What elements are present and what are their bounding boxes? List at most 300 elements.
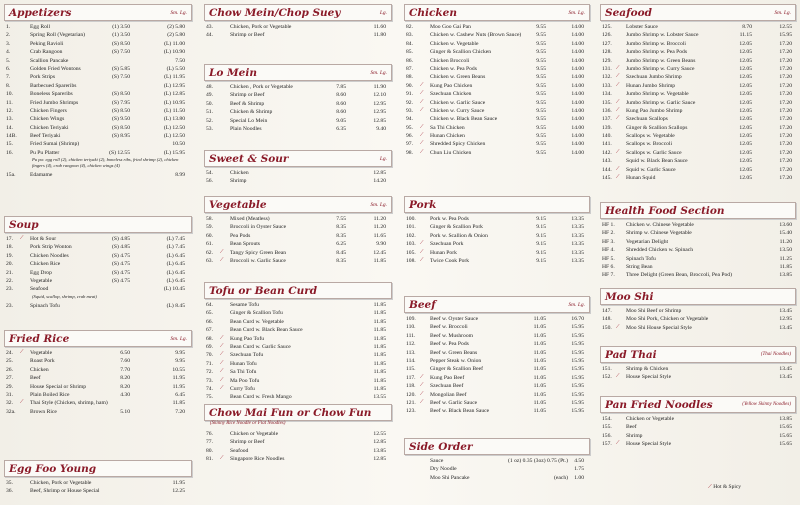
item-number: 131.: [602, 65, 612, 72]
item-name: Scallion Pancake: [30, 57, 69, 64]
item-price-small: 8.45: [336, 249, 346, 256]
hot-spicy-icon: ⟋: [420, 141, 424, 147]
item-number: HF 2.: [602, 230, 615, 237]
section-title: Side Order: [409, 440, 473, 453]
hot-spicy-icon: ⟋: [420, 149, 424, 155]
item-number: 64.: [206, 302, 213, 308]
item-number: 72.: [206, 369, 213, 376]
item-name: Seafood: [30, 286, 49, 293]
item-price-large: 6.45: [175, 391, 185, 398]
hot-spicy-icon: ⟋: [420, 399, 424, 405]
item-name: Shrimp or Beef: [230, 92, 265, 99]
item-price-large: 11.25: [779, 255, 792, 262]
item-number: 43.: [206, 24, 213, 30]
item-price-large: 17.20: [779, 133, 792, 140]
item-price-small: (S) 8.50: [111, 40, 130, 47]
item-price-small: 9.55: [536, 107, 546, 114]
item-number: 31.: [6, 391, 13, 398]
item-number: 108.: [406, 257, 416, 264]
item-price-large: 15.65: [779, 441, 792, 448]
menu-item: [204, 455, 392, 463]
item-price-large: 15.95: [779, 32, 792, 39]
item-price-small: 9.55: [536, 133, 546, 140]
menu-item: [600, 48, 796, 56]
item-name: Sa Thi Tofu: [230, 369, 257, 376]
item-price-large: (L) 11.50: [164, 107, 185, 114]
section-header: [204, 404, 392, 426]
menu-section-side-order: [404, 438, 590, 482]
item-number: 21.: [6, 269, 13, 276]
item-price-large: 13.35: [571, 257, 584, 264]
item-price-large: (L) 12.50: [163, 124, 185, 131]
item-number: 152.: [602, 374, 612, 381]
item-price-large: 9.90: [376, 241, 386, 248]
item-name: Plain Noodles: [230, 125, 262, 132]
item-list: [4, 235, 192, 311]
item-price-small: 9.55: [536, 57, 546, 64]
item-name: Jumbo Shrimp w. Pea Pods: [626, 49, 688, 56]
item-price-large: (L) 7.45: [166, 236, 185, 242]
item-number: 137.: [602, 116, 612, 123]
item-number: 44.: [206, 32, 213, 39]
section-header: [600, 288, 796, 305]
item-price-large: 14.00: [571, 107, 584, 114]
menu-item: [600, 246, 796, 254]
hot-spicy-icon: ⟋: [420, 82, 424, 88]
menu-item: [404, 315, 590, 323]
item-note: (Squid, scallop, shrimp, crab meat): [32, 293, 97, 299]
item-price-small: 6.50: [120, 350, 130, 356]
item-name: Chicken, Pork or Vegetable: [230, 24, 292, 30]
item-number: 141.: [602, 141, 612, 148]
item-number: 88.: [406, 74, 413, 81]
item-name: Moo Shi Pork, Chicken or Vegetable: [626, 316, 709, 323]
item-number: 87.: [406, 65, 413, 72]
hot-spicy-icon: ⟋: [220, 352, 224, 358]
item-number: 140.: [602, 133, 612, 140]
item-name: Crab Rangoon: [30, 49, 63, 56]
item-list: [404, 315, 590, 416]
item-number: 71.: [206, 360, 213, 367]
item-name: Szechuan Jumbo Shrimp: [626, 74, 682, 81]
item-price-large: 11.60: [373, 24, 386, 30]
item-name: Spring Roll (Vegetarian): [30, 32, 85, 39]
menu-item: [4, 82, 192, 90]
item-number: 50.: [206, 100, 213, 107]
item-number: 143.: [602, 158, 612, 165]
item-name: Seafood: [230, 447, 249, 454]
item-price-large: (L) 6.45: [166, 277, 185, 284]
item-number: 84.: [406, 40, 413, 47]
item-number: 93.: [406, 107, 413, 114]
menu-item: [4, 302, 192, 310]
item-price-large: 13.55: [373, 394, 386, 401]
item-name: Bean Curd w. Garlic Sauce: [230, 343, 291, 350]
item-price-small: 7.60: [120, 358, 130, 365]
item-number: 121.: [406, 399, 416, 406]
hot-spicy-icon: ⟋: [616, 74, 620, 80]
item-name: Beef w. Garlic Sauce: [430, 399, 478, 406]
menu-item: [600, 315, 796, 323]
menu-item: [204, 257, 392, 265]
menu-item: [404, 223, 590, 231]
section-header: [204, 196, 392, 213]
hot-spicy-icon: ⟋: [616, 374, 620, 380]
item-price-large: 14.00: [571, 141, 584, 148]
menu-item: [600, 31, 796, 39]
item-price-large: 15.95: [571, 341, 584, 348]
section-header: [4, 216, 192, 233]
item-price-large: 12.10: [373, 92, 386, 99]
item-price-small: 9.55: [536, 49, 546, 56]
item-price-large: 13.45: [779, 374, 792, 381]
menu-item: [4, 107, 192, 115]
item-name: Squid w. Garlic Sauce: [626, 166, 676, 173]
item-price-small: (S) 4.75: [111, 277, 130, 284]
menu-item: [4, 40, 192, 48]
menu-item: [600, 415, 796, 423]
menu-item: [4, 285, 192, 293]
item-name: Kung Pao Tofu: [230, 335, 264, 342]
menu-item: [600, 238, 796, 246]
item-price-large: (L) 11.00: [164, 40, 185, 47]
section-title: Beef: [409, 298, 436, 311]
item-price-small: (S) 5.85: [111, 65, 130, 72]
item-name: Egg Drop: [30, 269, 52, 276]
item-price-large: 15.95: [571, 349, 584, 356]
menu-item: [4, 357, 192, 365]
section-title: Appetizers: [9, 6, 72, 19]
item-list: [204, 301, 392, 402]
item-number: 5.: [6, 57, 11, 64]
item-price-large: 11.90: [373, 84, 386, 90]
section-header: [204, 282, 392, 299]
item-price-small: 9.15: [536, 249, 546, 256]
item-price-large: 17.20: [779, 116, 792, 123]
item-price-large: (L) 8.45: [166, 303, 185, 310]
item-price-large: 14.00: [571, 24, 584, 30]
item-price-large: 14.20: [373, 178, 386, 185]
item-price-large: 17.20: [779, 74, 792, 81]
item-number: 29.: [6, 383, 13, 390]
menu-item: [600, 255, 796, 263]
item-price-large: 11.85: [373, 343, 386, 350]
menu-item: [600, 307, 796, 315]
item-price-small: 12.05: [739, 116, 752, 123]
item-price-small: 12.05: [739, 74, 752, 81]
section-header: [4, 4, 192, 21]
item-price-small: 9.55: [536, 65, 546, 72]
section-title: Pan Fried Noodles: [605, 398, 713, 411]
item-price-small: 9.15: [536, 216, 546, 222]
item-list: [404, 457, 590, 482]
item-price-large: 11.20: [373, 224, 386, 231]
item-price-large: (L) 6.45: [166, 261, 185, 268]
hot-spicy-icon: ⟋: [420, 257, 424, 263]
item-price-large: 13.60: [779, 222, 792, 228]
menu-item: [404, 340, 590, 348]
item-name: Chicken or Vegetable: [230, 431, 279, 437]
item-name: Bean Sprouts: [230, 241, 260, 248]
menu-item: [600, 82, 796, 90]
item-name: Shrimp w. Chinese Vegetable: [626, 230, 692, 237]
item-price-small: 12.05: [739, 141, 752, 148]
item-name: Fried Sumai (Shrimp): [30, 141, 80, 148]
item-number: 101.: [406, 224, 416, 231]
section-subtitle: (Skinny Rice Noodle or Flat Noodles): [210, 421, 286, 426]
menu-section-appetizers: [4, 4, 192, 179]
section-header: [4, 460, 192, 477]
item-name: Moo Shi Pancake: [430, 474, 470, 481]
hot-spicy-icon: ⟋: [420, 133, 424, 139]
item-price-large: (L) 11.95: [164, 74, 185, 81]
item-name: Shredded Spicy Chicken: [430, 141, 486, 148]
section-size-columns: Sm. Lg.: [170, 335, 187, 342]
item-price-small: 9.15: [536, 257, 546, 264]
item-number: 54.: [206, 170, 213, 176]
item-number: 132.: [602, 74, 612, 81]
menu-item: [4, 399, 192, 407]
menu-item: [204, 360, 392, 368]
section-header: [600, 202, 796, 219]
menu-item: [600, 73, 796, 81]
menu-item: [404, 65, 590, 73]
section-title: Pork: [409, 198, 437, 211]
item-price-large: (L) 6.45: [166, 252, 185, 259]
menu-item: [600, 149, 796, 157]
item-price-large: 13.45: [779, 324, 792, 331]
item-number: 20.: [6, 261, 13, 268]
item-price-large: 14.00: [571, 99, 584, 106]
hot-spicy-icon: ⟋: [616, 441, 620, 447]
item-price-small: 12.05: [739, 65, 752, 72]
item-name: Brown Rice: [30, 408, 57, 415]
menu-section-health: [600, 202, 796, 280]
menu-item: [600, 423, 796, 431]
menu-item: [404, 465, 590, 473]
item-list: [204, 169, 392, 186]
menu-item: [204, 430, 392, 438]
menu-item: [404, 399, 590, 407]
item-price-small: (1) 3.50: [112, 32, 130, 39]
item-name: Boneless Spareribs: [30, 91, 73, 98]
item-list: [600, 365, 796, 382]
item-name: Plain Boiled Rice: [30, 391, 70, 398]
item-price-large: 17.20: [779, 107, 792, 114]
menu-item: [4, 487, 192, 495]
menu-item: [404, 407, 590, 415]
item-number: 68.: [206, 335, 213, 342]
item-number: 147.: [602, 308, 612, 314]
menu-item: [4, 277, 192, 285]
item-name: Szechuan Pork: [430, 241, 464, 248]
section-header: [204, 150, 392, 167]
item-price-small: 9.55: [536, 141, 546, 148]
item-price-small: 12.05: [739, 158, 752, 165]
item-price-large: 11.85: [373, 360, 386, 367]
item-price-large: 13.35: [571, 232, 584, 239]
item-name: Beef w. Oyster Sauce: [430, 316, 479, 322]
item-price-large: 15.65: [779, 432, 792, 439]
menu-item: [404, 240, 590, 248]
menu-item: [600, 174, 796, 182]
item-price-large: 11.85: [373, 318, 386, 325]
section-size-columns: Sm. Lg.: [370, 201, 387, 208]
item-number: 129.: [602, 57, 612, 64]
item-price-large: 11.85: [373, 302, 386, 308]
item-number: 59.: [206, 224, 213, 231]
section-header: [204, 64, 392, 81]
item-number: 17.: [6, 236, 13, 242]
item-price-large: 14.00: [571, 82, 584, 89]
section-header: [404, 438, 590, 455]
hot-spicy-icon: ⟋: [420, 241, 424, 247]
item-number: 156.: [602, 432, 612, 439]
item-number: 16.: [6, 149, 13, 156]
menu-item: [404, 232, 590, 240]
item-price-small: 11.05: [533, 383, 546, 390]
menu-section-fried-rice: [4, 330, 192, 416]
menu-item: [204, 100, 392, 108]
item-price-large: 15.95: [571, 357, 584, 364]
menu-item: [600, 23, 796, 31]
menu-item: [4, 115, 192, 123]
item-number: 32.: [6, 400, 13, 407]
item-price-large: 17.20: [779, 124, 792, 131]
item-number: 120.: [406, 391, 416, 398]
item-price-small: 6.35: [336, 125, 346, 132]
menu-item: [204, 447, 392, 455]
menu-item: [404, 349, 590, 357]
item-list: [204, 215, 392, 265]
item-name: Chicken Noodles: [30, 252, 69, 259]
menu-item: [600, 99, 796, 107]
item-number: 86.: [406, 57, 413, 64]
item-name: Pork w. Pea Pods: [430, 216, 469, 222]
item-number: 6.: [6, 65, 11, 72]
item-name: Chicken , Pork or Vegetable: [230, 84, 293, 90]
item-name: Hot & Sour: [30, 236, 57, 242]
item-number: 12.: [6, 107, 13, 114]
item-name: Chicken: [30, 366, 49, 373]
item-name: Shredded Chicken w. Spinach: [626, 247, 694, 254]
item-name: Ginger & Scallion Chicken: [430, 49, 492, 56]
menu-item: [204, 326, 392, 334]
item-price-large: 16.70: [571, 316, 584, 322]
hot-spicy-icon: ⟋: [420, 107, 424, 113]
item-price-small: 7.85: [336, 84, 346, 90]
item-name: Beef & Shrimp: [230, 100, 265, 107]
hot-spicy-icon: ⟋: [420, 383, 424, 389]
item-price-small: 12.05: [739, 40, 752, 47]
section-size-columns: Lg.: [379, 155, 387, 162]
menu-item: [404, 107, 590, 115]
menu-item: [204, 232, 392, 240]
menu-section-seafood: [600, 4, 796, 182]
menu-item: [600, 65, 796, 73]
item-number: 115.: [406, 366, 416, 373]
menu-item: [4, 73, 192, 81]
item-price-large: 15.95: [571, 374, 584, 381]
menu-section-chow-mai-fun: [204, 404, 392, 464]
menu-item: [600, 90, 796, 98]
section-header: [404, 296, 590, 313]
hot-spicy-icon: ⟋: [220, 335, 224, 341]
item-name: Singapore Rice Noodles: [230, 456, 285, 463]
item-number: 66.: [206, 318, 213, 325]
item-name: Kung Pao Beef: [430, 374, 465, 381]
item-price-small: 5.10: [120, 408, 130, 415]
menu-item: [204, 83, 392, 91]
item-price-small: (S) 7.50: [111, 49, 130, 56]
item-name: Beef w. Pea Pods: [430, 341, 469, 348]
item-list: [204, 23, 392, 40]
item-name: Twice Cook Pork: [430, 257, 470, 264]
item-price-small: 11.05: [533, 349, 546, 356]
section-title: Tofu or Bean Curd: [209, 284, 318, 297]
item-number: 97.: [406, 141, 413, 148]
item-number: 145.: [602, 175, 612, 182]
menu-item: [4, 243, 192, 251]
menu-item: [4, 374, 192, 382]
item-price-small: 9.15: [536, 232, 546, 239]
menu-item: [600, 57, 796, 65]
item-number: 4.: [6, 49, 11, 56]
item-price-large: 12.85: [373, 456, 386, 463]
item-name: Broccoli w. Garlic Sauce: [230, 257, 286, 264]
item-price-large: 17.20: [779, 99, 792, 106]
item-number: 51.: [206, 109, 213, 116]
menu-item: [600, 365, 796, 373]
item-name: Bean Curd w. Vegetable: [230, 318, 284, 325]
item-price-small: 11.05: [533, 357, 546, 364]
item-name: Jumbo Shrimp w. Lobster Sauce: [626, 32, 699, 39]
item-price-large: 17.20: [779, 65, 792, 72]
item-number: 25.: [6, 358, 13, 365]
item-price-small: (S) 4.85: [111, 244, 130, 251]
item-number: 91.: [406, 91, 413, 98]
menu-item: [4, 391, 192, 399]
item-number: 27.: [6, 375, 13, 382]
item-number: 103.: [406, 241, 416, 248]
item-price-small: 9.55: [536, 91, 546, 98]
item-price-large: 7.20: [175, 408, 185, 415]
item-name: Roast Pork: [30, 358, 55, 365]
item-name: Moo Shi Beef or Shrimp: [626, 308, 682, 314]
item-name: Bean Curd w. Fresh Mango: [230, 394, 292, 401]
menu-section-egg-foo-young: [4, 460, 192, 496]
item-price-small: 4.30: [120, 391, 130, 398]
item-price-small: 12.05: [739, 107, 752, 114]
hot-spicy-icon: ⟋: [616, 149, 620, 155]
menu-section-tofu: [204, 282, 392, 402]
section-title: Chicken: [409, 6, 457, 19]
item-price-large: 17.20: [779, 175, 792, 182]
item-number: 100.: [406, 216, 416, 222]
menu-section-sweet-sour: [204, 150, 392, 186]
item-price-small: 9.55: [536, 40, 546, 47]
menu-item: [404, 57, 590, 65]
menu-item: [4, 269, 192, 277]
item-number: 49.: [206, 92, 213, 99]
item-name: Kung Pao Jumbo Shrimp: [626, 107, 683, 114]
item-name: Mixed (Meatless): [230, 216, 270, 222]
menu-item: [204, 215, 392, 223]
hot-spicy-icon: ⟋: [616, 107, 620, 113]
item-name: Lobster Sauce: [626, 24, 658, 30]
item-price-small: (S) 8.50: [111, 91, 130, 98]
item-name: Beef w. Mushroom: [430, 332, 473, 339]
